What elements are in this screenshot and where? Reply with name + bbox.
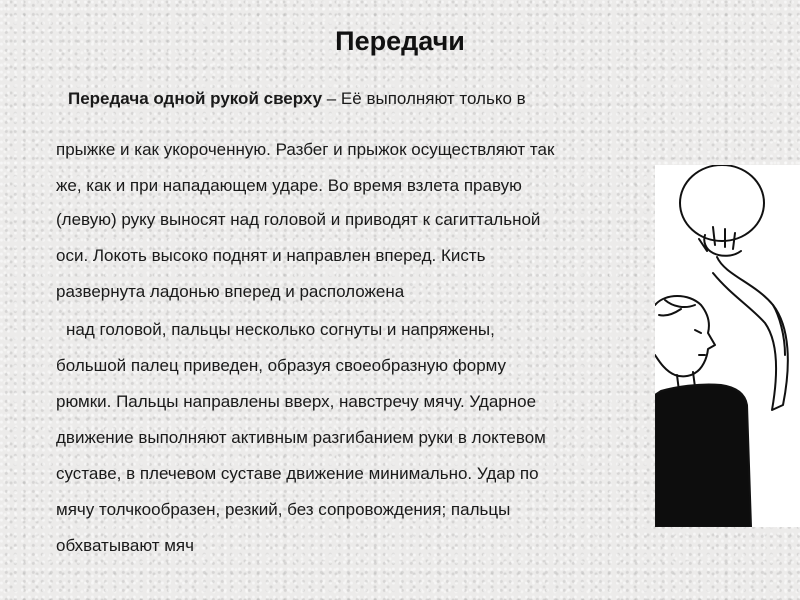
torso-shape: [655, 384, 751, 527]
text-line: оси. Локоть высоко поднят и направлен вперед. Кисть: [56, 246, 486, 265]
text-line: обхватывают мяч: [56, 536, 194, 555]
volleyball-player-illustration: [655, 165, 800, 527]
text-line: рюмки. Пальцы направлены вверх, навстречу мячу. Ударное: [56, 392, 537, 411]
lead-term: Передача одной рукой сверху: [68, 89, 323, 108]
text-line: мячу толчкообразен, резкий, без сопровождения; пальцы: [56, 500, 511, 519]
slide-title: Передачи: [335, 26, 465, 56]
ball-shape: [680, 165, 764, 241]
text-line: развернута ладонью вперед и расположена: [56, 282, 405, 301]
text-line: над головой, пальцы несколько согнуты и напряжены,: [66, 320, 495, 339]
text-line: большой палец приведен, образуя своеобразную форму: [56, 356, 507, 375]
text-line: суставе, в плечевом суставе движение минимально. Удар по: [56, 464, 539, 483]
lead-rest: – Её выполняют только в: [322, 89, 526, 108]
text-line: [68, 88, 526, 110]
text-line: прыжке и как укороченную. Разбег и прыжок осуществляют так: [56, 140, 555, 159]
text-line: же, как и при нападающем ударе. Во время взлета правую: [56, 176, 522, 195]
text-line: (левую) руку выносят над головой и приводят к сагиттальной: [56, 210, 541, 229]
text-line: движение выполняют активным разгибанием руки в локтевом: [56, 428, 546, 447]
